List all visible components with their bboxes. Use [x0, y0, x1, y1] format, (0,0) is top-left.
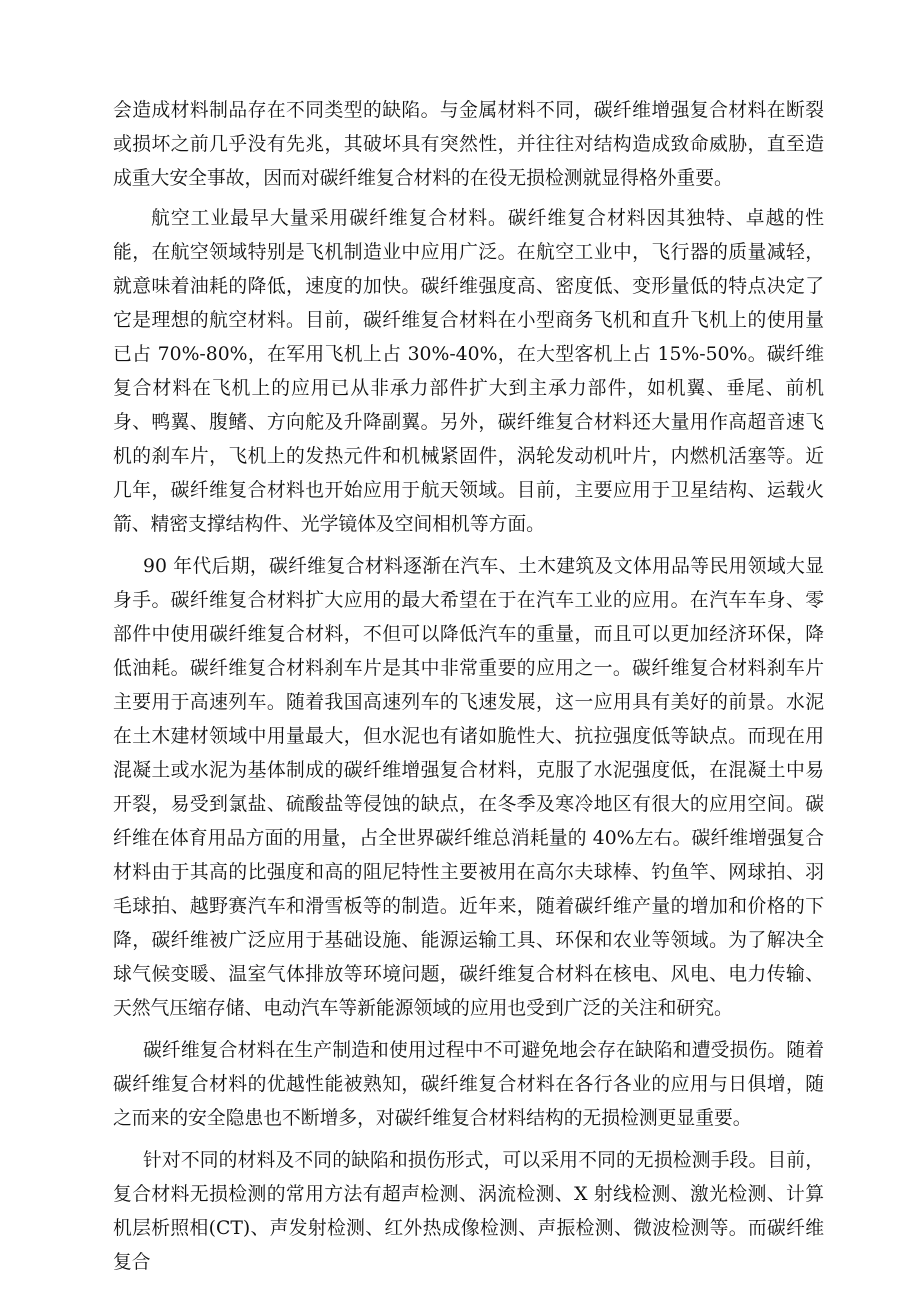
paragraph-1: 会造成材料制品存在不同类型的缺陷。与金属材料不同，碳纤维增强复合材料在断裂或损坏之前几乎没有先兆，其破坏具有突然性，并往往对结构造成致命威胁，直至造成重大安全事故，因而对碳纤维复合材料的在役无损检测就显得格外重要。 — [113, 100, 824, 189]
paragraph-4: 碳纤维复合材料在生产制造和使用过程中不可避免地会存在缺陷和遭受损伤。随着碳纤维复合材料的优越性能被熟知，碳纤维复合材料在各行各业的应用与日俱增，随之而来的安全隐患也不断增多，对碳纤维复合材料结构的无损检测更显重要。 — [113, 1040, 824, 1129]
paragraph-2: 航空工业最早大量采用碳纤维复合材料。碳纤维复合材料因其独特、卓越的性能，在航空领域特别是飞机制造业中应用广泛。在航空工业中，飞行器的质量减轻，就意味着油耗的降低，速度的加快。碳纤维强度高、密度低、变形量低的特点决定了它是理想的航空材料。目前，碳纤维复合材料在小型商务飞机和直升飞机上的使用量已占 70%-80%，在军用飞机上占 30%-40%，在大型客机上占 15%-50%。碳纤维复合材料在飞机上的应用已从非承力部件扩大到主承力部件，如机翼、垂尾、前机身、鸭翼、腹鳍、方向舵及升降副翼。另外，碳纤维复合材料还大量用作高超音速飞机的刹车片，飞机上的发热元件和机械紧固件，涡轮发动机叶片，内燃机活塞等。近几年，碳纤维复合材料也开始应用于航天领域。目前，主要应用于卫星结构、运载火箭、精密支撑结构件、光学镜体及空间相机等方面。 — [113, 208, 824, 535]
paragraph-5: 针对不同的材料及不同的缺陷和损伤形式，可以采用不同的无损检测手段。目前，复合材料无损检测的常用方法有超声检测、涡流检测、X 射线检测、激光检测、计算机层析照相(CT)、声发射检测、红外热成像检测、声振检测、微波检测等。而碳纤维复合 — [113, 1150, 824, 1273]
paragraph-3: 90 年代后期，碳纤维复合材料逐渐在汽车、土木建筑及文体用品等民用领域大显身手。碳纤维复合材料扩大应用的最大希望在于在汽车工业的应用。在汽车车身、零部件中使用碳纤维复合材料，不但可以降低汽车的重量，而且可以更加经济环保，降低油耗。碳纤维复合材料刹车片是其中非常重要的应用之一。碳纤维复合材料刹车片主要用于高速列车。随着我国高速列车的飞速发展，这一应用具有美好的前景。水泥在土木建材领域中用量最大，但水泥也有诸如脆性大、抗拉强度低等缺点。而现在用混凝土或水泥为基体制成的碳纤维增强复合材料，克服了水泥强度低，在混凝土中易开裂，易受到氯盐、硫酸盐等侵蚀的缺点，在冬季及寒冷地区有很大的应用空间。碳纤维在体育用品方面的用量，占全世界碳纤维总消耗量的 40%左右。碳纤维增强复合材料由于其高的比强度和高的阻尼特性主要被用在高尔夫球棒、钓鱼竿、网球拍、羽毛球拍、越野赛汽车和滑雪板等的制造。近年来，随着碳纤维产量的增加和价格的下降，碳纤维被广泛应用于基础设施、能源运输工具、环保和农业等领域。为了解决全球气候变暖、温室气体排放等环境问题，碳纤维复合材料在核电、风电、电力传输、天然气压缩存储、电动汽车等新能源领域的应用也受到广泛的关注和研究。 — [113, 556, 824, 1019]
body-text — [113, 94, 824, 1280]
